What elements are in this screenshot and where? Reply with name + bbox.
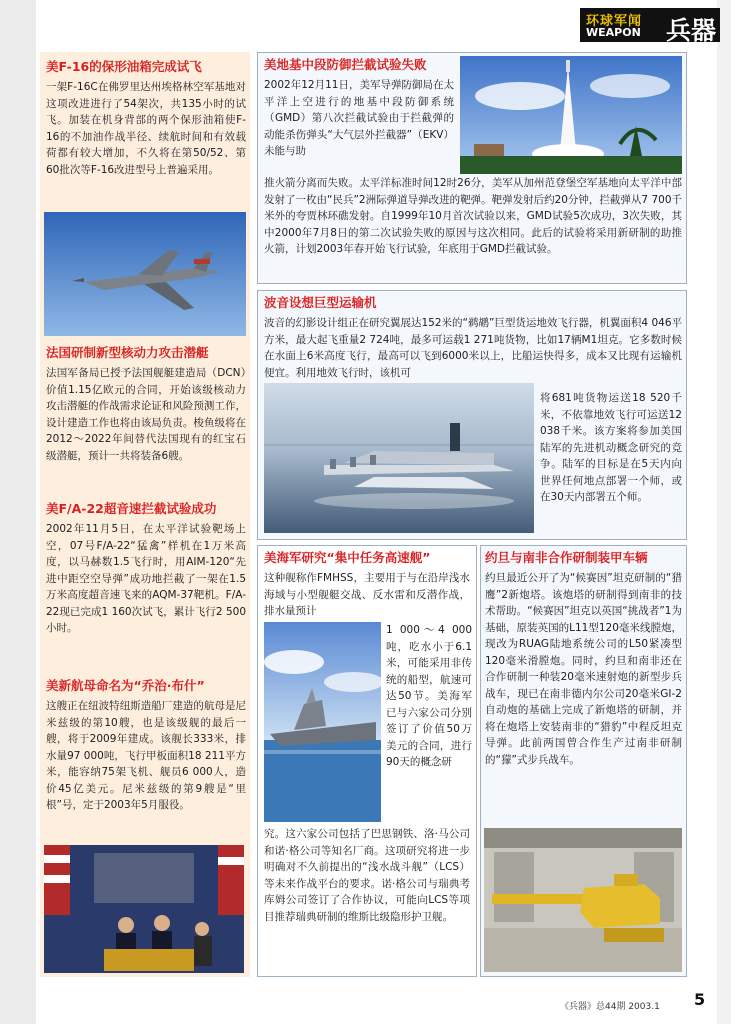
missile-launch-image: [460, 56, 682, 174]
article-body-rest: 究。这六家公司包括了巴思钢铁、洛·马公司和诺·格公司等知名厂商。这项研究将进一步明确对不久前提出的“浅水战斗舰”（LCS）等未来作战平台的要求。诺·格公司与瑞典考库姆公司签订了合作协议，可能向LCS等项目推荐瑞典研制的维斯比级隐形护卫舰。: [264, 828, 470, 923]
ceremony-image: [44, 845, 244, 973]
article-body-side: 1 000～4 000吨，吃水小于6.1米，可能采用非传统的船型，航速可达50节。美海军已与六家公司分别签订了价值50万美元的合同，进行90天的概念研: [386, 624, 472, 768]
article-fa22: [46, 500, 246, 637]
issue-footer: 《兵器》总44期 2003.1: [560, 1002, 660, 1012]
article-navyship-continued: [264, 826, 470, 925]
logo-en-text: WEAPON: [586, 26, 641, 39]
stealth-ship-image: [264, 622, 381, 822]
article-body-intro: 2002年12月11日，美军导弹防御局在太平洋上空进行的地基中段防御系统（GMD）第八次拦截试验由于拦截弹的动能杀伤弹头“大气层外拦截器”（EKV）未能与助: [264, 79, 454, 157]
article-body-rest: 将681吨货物运送18 520千米，不依靠地效飞行可运送12 038千米。该方案将参加美国陆军的先进机动概念研究的竞争。陆军的目标是在5天内向世界任何地点部署一个师，或在30天内部署五个师。: [540, 392, 682, 503]
article-gmd: [264, 56, 454, 160]
article-title: 波音设想巨型运输机: [264, 295, 377, 310]
logo-cn-text: 环球军闻: [586, 14, 643, 29]
article-transport-continued: [540, 390, 682, 506]
article-submarine: [46, 344, 246, 464]
jet-fighter-image: [44, 212, 246, 336]
article-body: 这艘正在纽波特纽斯造船厂建造的航母是尼米兹级的第10艘，也是该级舰的最后一艘，将于2009年建成。该舰长333米，排水量97 000吨，飞行甲板面积18 211平方米，能容纳75架飞机、舰员6 000人，造价45亿美元。尼米兹级的第9艘是“里根”号，定于2003年5月服役。: [46, 700, 246, 811]
article-body: 约旦最近公开了为“候赛因”坦克研制的“猎鹰”2新炮塔。该炮塔的研制得到南非的技术帮助。“候赛因”坦克以英国“挑战者”1为基础，原装英国的L11型120毫米线膛炮，现改为RUAG陆地系统公司的L50紧凑型120毫米滑膛炮。同时，约旦和南非还在合作研制一种装20毫米速射炮的新型步兵战车，现已在南非德内尔公司20毫米GI-2自动炮的基础上完成了新炮塔的研制，并将在炮塔上安装南非的“猎豹”中程反坦克导弹。此前两国曾合作生产过南非研制的“獴”式步兵战车。: [485, 572, 682, 766]
article-body: 法国军备局已授予法国舰艇建造局（DCN）价值1.15亿欧元的合同，开始该级核动力攻击潜艇的作战需求论证和风险预测工作，设计建造工作也将由该局负责。梭鱼级将在2012～2022年间替代法国现有的红宝石级潜艇，预计一共将装备6艘。: [46, 367, 246, 462]
article-title: 法国研制新型核动力攻击潜艇: [46, 345, 209, 360]
tank-turret-image: [484, 828, 682, 972]
magazine-logo: [580, 8, 720, 45]
article-carrier: [46, 677, 246, 814]
article-body-intro: 这种舰称作FMHSS，主要用于与在沿岸浅水海域与小型舰艇交战、反水雷和反潜作战，排水量预计: [264, 572, 470, 617]
article-title: 美海军研究“集中任务高速舰”: [264, 550, 431, 565]
article-title: 美地基中段防御拦截试验失败: [264, 57, 427, 72]
article-gmd-continued: [264, 175, 682, 258]
article-body-rest: 推火箭分离而失败。太平洋标准时间12时26分，美军从加州范登堡空军基地向太平洋中部发射了一枚由“民兵”2洲际弹道导弹改进的靶弹。靶弹发射后约20分钟，拦截弹从7 700千米外的夸贾林环礁发射。自1999年10月首次试验以来，GMD试验5次成功，3次失败，其中2000年7月8日的第二次试验失败的原因与这次相同。此后的试验将采用新研制的助推火箭，计划2003年春开始飞行试验，年底用于GMD拦截试验。: [264, 177, 682, 255]
article-body: 一架F-16C在佛罗里达州埃格林空军基地对这项改进进行了54架次，共135小时的试飞。加装在机身背部的两个保形油箱使F-16的不加油作战半径、续航时间和有效载荷都有较大增加，不久将在第50/52、第60批次等F-16改进型号上普遍采用。: [46, 81, 246, 176]
article-f16: [46, 58, 246, 178]
right-margin-band: [717, 0, 731, 1024]
article-title: 美F/A-22超音速拦截试验成功: [46, 501, 217, 516]
article-title: 美F-16的保形油箱完成试飞: [46, 59, 202, 74]
article-body: 2002年11月5日，在太平洋试验靶场上空，07号F/A-22“猛禽”样机在1万米高度，以马赫数1.5飞行时，用AIM-120“先进中距空空导弹”成功地拦截了一架在1.5万米高度超音速飞来的AQM-37靶机。F/A-22现已完成1 160次试飞，累计飞行2 500小时。: [46, 523, 246, 634]
article-transport: [264, 294, 682, 381]
page-number: 5: [694, 990, 706, 1009]
wig-aircraft-image: [264, 383, 534, 533]
logo-big-text: 兵器: [665, 16, 716, 45]
article-body-intro: 波音的幻影设计组正在研究翼展达152米的“鹈鹕”巨型货运地效飞行器，机翼面积4 046平方米，最大起飞重量2 724吨，最多可运载1 271吨货物，比如17辆M1坦克。它多数时候在水面上6米高度飞行，最高可以飞到6000米以上，比船运快得多，成本又比现有运输机便宜。利用地效飞行时，该机可: [264, 317, 682, 379]
article-navyship-side: [386, 622, 472, 771]
article-title: 约旦与南非合作研制装甲车辆: [485, 550, 648, 565]
left-margin-band: [0, 0, 36, 1024]
article-jordan: [485, 549, 682, 768]
article-navyship: [264, 549, 470, 620]
article-title: 美新航母命名为“乔治·布什”: [46, 678, 205, 693]
